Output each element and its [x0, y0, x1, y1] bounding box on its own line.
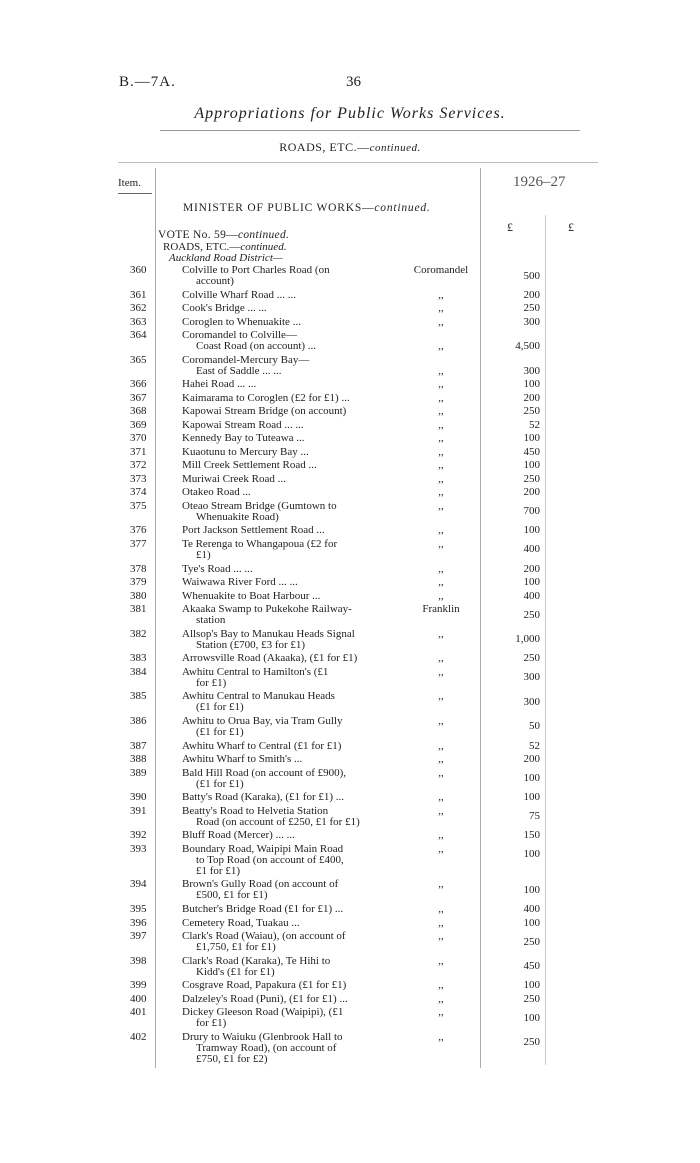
county-name: ,,	[438, 791, 444, 804]
county-name: ,,	[438, 459, 444, 472]
amount-value: 300	[523, 315, 540, 328]
item-number: 393	[130, 842, 147, 855]
description-line: station	[196, 614, 226, 626]
county-name: ,,	[438, 903, 444, 915]
description-line: Whenuakite to Boat Harbour ...	[182, 589, 321, 602]
county-name: ,,	[438, 829, 444, 842]
item-description	[182, 879, 398, 901]
item-description	[182, 653, 398, 664]
county-name: ,,	[438, 714, 444, 727]
item-number: 391	[130, 804, 147, 817]
amount-value: 250	[523, 405, 540, 418]
county-name: ,,	[438, 652, 444, 665]
county-name: ,,	[438, 405, 444, 418]
item-description	[182, 447, 398, 458]
item-number: 368	[130, 405, 147, 418]
amount-value: 100	[523, 524, 540, 537]
item-number: 383	[130, 652, 147, 665]
item-description	[182, 1032, 398, 1065]
item-description	[182, 330, 398, 352]
county-name: Coromandel	[413, 264, 469, 276]
description-line: Awhitu to Orua Bay, via Tram Gully	[182, 714, 343, 727]
item-description	[182, 904, 398, 915]
vote-heading: VOTE No. 59—continued.	[158, 229, 290, 241]
item-description	[182, 604, 398, 626]
district-heading: Auckland Road District—	[169, 252, 283, 264]
item-number: 373	[130, 472, 147, 485]
amount-value: 100	[523, 791, 540, 804]
amount-value: 250	[523, 935, 540, 948]
item-description	[182, 629, 398, 651]
description-line: Hahei Road ... ...	[182, 378, 257, 391]
item-description	[182, 691, 398, 713]
amount-value: 250	[523, 472, 540, 485]
item-column-divider	[155, 168, 156, 1068]
item-description	[182, 317, 398, 328]
description-line: Cook's Bridge ... ...	[182, 302, 267, 315]
item-number: 367	[130, 391, 147, 404]
county-name: ,,	[438, 739, 444, 752]
item-description	[182, 768, 398, 790]
item-number: 360	[130, 264, 147, 276]
item-number: 370	[130, 432, 147, 445]
county-name: ,,	[438, 804, 444, 817]
item-description	[182, 474, 398, 485]
county-name: ,,	[438, 842, 444, 855]
description-line: £500, £1 for £1)	[196, 889, 268, 902]
description-line: Awhitu Wharf to Central (£1 for £1)	[182, 739, 342, 752]
description-line: Kapowai Stream Bridge (on account)	[182, 405, 347, 418]
item-description	[182, 525, 398, 536]
amount-value: 100	[523, 432, 540, 445]
amount-value: 100	[523, 576, 540, 588]
item-description	[182, 487, 398, 498]
item-number: 401	[130, 1006, 147, 1019]
amount-value: 100	[523, 883, 540, 896]
amount-value: 250	[523, 652, 540, 665]
item-number: 402	[130, 1030, 147, 1043]
item-description	[182, 806, 398, 828]
county-name: ,,	[438, 690, 444, 703]
description-line: Cemetery Road, Tuakau ...	[182, 916, 300, 929]
description-line: Awhitu Central to Manukau Heads	[182, 690, 335, 703]
description-line: Bluff Road (Mercer) ... ...	[182, 829, 295, 842]
county-name: ,,	[438, 302, 444, 315]
description-line: Awhitu Central to Hamilton's (£1	[182, 665, 329, 678]
description-line: Coromandel-Mercury Bay—	[182, 353, 310, 366]
county-name: ,,	[438, 315, 444, 328]
item-number: 386	[130, 714, 147, 727]
amount-value: 1,000	[515, 633, 540, 646]
description-line: Waiwawa River Ford ... ...	[182, 576, 298, 588]
county-name: ,,	[438, 288, 444, 301]
item-column-header: Item.	[118, 177, 141, 189]
amount-value: 200	[523, 288, 540, 301]
description-line: Kidd's (£1 for £1)	[196, 965, 275, 978]
description-line: Mill Creek Settlement Road ...	[182, 459, 317, 472]
amount-value: 200	[523, 753, 540, 765]
amount-value: 200	[523, 562, 540, 575]
amount-value: 100	[523, 378, 540, 391]
description-line: Colville Wharf Road ... ...	[182, 288, 297, 301]
item-number: 390	[130, 791, 147, 804]
description-line: £1 for £1)	[196, 864, 240, 877]
item-number: 388	[130, 753, 147, 765]
description-line: (£1 for £1)	[196, 725, 244, 738]
minister-heading: MINISTER OF PUBLIC WORKS—continued.	[183, 202, 431, 214]
county-name: ,,	[438, 627, 444, 640]
county-name: ,,	[438, 878, 444, 891]
item-description	[182, 564, 398, 575]
item-number: 379	[130, 576, 147, 588]
description-line: for £1)	[196, 1017, 227, 1030]
description-line: Whenuakite Road)	[196, 510, 279, 523]
county-name: ,,	[438, 378, 444, 391]
item-description	[182, 433, 398, 444]
county-name: ,,	[438, 1030, 444, 1043]
description-line: Coroglen to Whenuakite ...	[182, 315, 301, 328]
item-description	[182, 754, 398, 765]
description-line: Clark's Road (Karaka), Te Hihi to	[182, 954, 331, 967]
item-description	[182, 501, 398, 523]
item-number: 380	[130, 589, 147, 602]
county-name: ,,	[438, 930, 444, 942]
description-line: Akaaka Swamp to Pukekohe Railway-	[182, 603, 352, 615]
amount-value: 52	[529, 739, 540, 752]
description-line: Beatty's Road to Helvetia Station	[182, 804, 329, 817]
description-line: £750, £1 for £2)	[196, 1052, 268, 1065]
description-line: Dickey Gleeson Road (Waipipi), (£1	[182, 1006, 344, 1019]
county-name: ,,	[438, 364, 444, 377]
item-number: 365	[130, 353, 147, 366]
amount-value: 400	[523, 903, 540, 915]
item-number: 392	[130, 829, 147, 842]
amount-value: 200	[523, 391, 540, 404]
amount-value: 100	[523, 1011, 540, 1024]
amount-value: 300	[523, 364, 540, 377]
item-description	[182, 406, 398, 417]
item-number: 372	[130, 459, 147, 472]
description-line: East of Saddle ... ...	[196, 364, 282, 377]
item-description	[182, 741, 398, 752]
amount-value: 450	[523, 960, 540, 973]
item-description	[182, 577, 398, 588]
item-number: 389	[130, 766, 147, 779]
description-line: Muriwai Creek Road ...	[182, 472, 286, 485]
item-description	[182, 393, 398, 404]
description-line: Road (on account of £250, £1 for £1)	[196, 815, 360, 828]
item-number: 363	[130, 315, 147, 328]
description-line: Otakeo Road ...	[182, 486, 251, 499]
county-name: ,,	[438, 753, 444, 765]
county-name: Franklin	[422, 603, 460, 615]
item-description	[182, 931, 398, 953]
description-line: Brown's Gully Road (on account of	[182, 878, 339, 891]
pound-sign-column-1: £	[507, 220, 513, 234]
item-number: 362	[130, 302, 147, 315]
description-line: Tye's Road ... ...	[182, 562, 253, 575]
county-name: ,,	[438, 589, 444, 602]
description-line: Bald Hill Road (on account of £900),	[182, 766, 347, 779]
amount-value: 150	[523, 829, 540, 842]
item-description	[182, 1007, 398, 1029]
county-name: ,,	[438, 665, 444, 678]
county-name: ,,	[438, 562, 444, 575]
item-description	[182, 792, 398, 803]
amount-value: 100	[523, 848, 540, 861]
item-description	[182, 716, 398, 738]
item-number: 378	[130, 562, 147, 575]
item-number: 376	[130, 524, 147, 537]
county-name: ,,	[438, 1006, 444, 1019]
item-description	[182, 980, 398, 991]
description-line: Dalzeley's Road (Puni), (£1 for £1) ...	[182, 992, 348, 1005]
amount-value: 300	[523, 671, 540, 684]
item-description	[182, 303, 398, 314]
description-line: Butcher's Bridge Road (£1 for £1) ...	[182, 903, 344, 915]
amount-value: 75	[529, 810, 540, 823]
county-name: ,,	[438, 916, 444, 929]
amount-value: 250	[523, 992, 540, 1005]
county-name: ,,	[438, 391, 444, 404]
county-name: ,,	[438, 992, 444, 1005]
description-line: Port Jackson Settlement Road ...	[182, 524, 325, 537]
amount-value: 250	[523, 608, 540, 621]
item-number: 395	[130, 903, 147, 915]
description-line: Drury to Waiuku (Glenbrook Hall to	[182, 1030, 343, 1043]
item-description	[182, 667, 398, 689]
amount-value: 250	[523, 302, 540, 315]
roads-heading: ROADS, ETC.—continued.	[163, 241, 287, 253]
item-underline	[118, 193, 152, 194]
item-description	[182, 918, 398, 929]
county-name: ,,	[438, 445, 444, 458]
item-number: 399	[130, 979, 147, 992]
item-number: 361	[130, 288, 147, 301]
item-number: 371	[130, 445, 147, 458]
description-line: Kuaotunu to Mercury Bay ...	[182, 445, 309, 458]
description-line: Allsop's Bay to Manukau Heads Signal	[182, 627, 355, 640]
item-description	[182, 355, 398, 377]
description-line: Cosgrave Road, Papakura (£1 for £1)	[182, 979, 347, 992]
amount-value: 52	[529, 418, 540, 431]
description-line: Coromandel to Colville—	[182, 329, 297, 342]
amount-value: 50	[529, 720, 540, 733]
item-number: 369	[130, 418, 147, 431]
item-number: 394	[130, 878, 147, 891]
amount-value: 500	[523, 269, 540, 282]
document-reference: B.—7A.	[119, 74, 176, 90]
item-number: 374	[130, 486, 147, 499]
county-name: ,,	[438, 499, 444, 512]
item-number: 377	[130, 537, 147, 550]
amount-value: 400	[523, 543, 540, 556]
pound-sign-column-2: £	[568, 220, 574, 234]
item-description	[182, 265, 398, 287]
amount-value: 100	[523, 772, 540, 785]
item-number: 366	[130, 378, 147, 391]
county-name: ,,	[438, 472, 444, 485]
description-line: Kapowai Stream Road ... ...	[182, 418, 304, 431]
amount-value: 100	[523, 459, 540, 472]
description-line: Colville to Port Charles Road (on	[182, 264, 330, 276]
description-line: Boundary Road, Waipipi Main Road	[182, 842, 344, 855]
item-description	[182, 844, 398, 877]
description-line: (£1 for £1)	[196, 777, 244, 790]
amount-value: 4,500	[515, 340, 540, 353]
page-title: Appropriations for Public Works Services.	[194, 105, 506, 122]
amount-value: 400	[523, 589, 540, 602]
item-description	[182, 539, 398, 561]
year-column-header: 1926–27	[513, 174, 566, 190]
item-description	[182, 956, 398, 978]
county-name: ,,	[438, 340, 444, 353]
item-number: 381	[130, 603, 147, 615]
item-description	[182, 994, 398, 1005]
description-line: Awhitu Wharf to Smith's ...	[182, 753, 303, 765]
item-description	[182, 290, 398, 301]
amount-value: 700	[523, 505, 540, 518]
description-line: to Top Road (on account of £400,	[196, 853, 344, 866]
county-name: ,,	[438, 524, 444, 537]
header-rule	[118, 162, 598, 163]
description-line: Oteao Stream Bridge (Gumtown to	[182, 499, 337, 512]
county-name: ,,	[438, 537, 444, 550]
item-description	[182, 379, 398, 390]
description-line: Clark's Road (Waiau), (on account of	[182, 930, 346, 942]
item-number: 398	[130, 954, 147, 967]
description-line: £1,750, £1 for £1)	[196, 941, 276, 953]
amount-value: 300	[523, 695, 540, 708]
county-name: ,,	[438, 979, 444, 992]
description-line: Te Rerenga to Whangapoua (£2 for	[182, 537, 338, 550]
page-number: 36	[346, 74, 361, 90]
county-name: ,,	[438, 576, 444, 588]
amount-value: 200	[523, 486, 540, 499]
description-line: for £1)	[196, 676, 227, 689]
title-rule	[160, 130, 580, 131]
item-number: 397	[130, 930, 147, 942]
county-name: ,,	[438, 954, 444, 967]
item-description	[182, 830, 398, 841]
item-number: 385	[130, 690, 147, 703]
description-line: Station (£700, £3 for £1)	[196, 638, 306, 651]
item-description	[182, 420, 398, 431]
item-number: 384	[130, 665, 147, 678]
description-line: account)	[196, 275, 234, 287]
description-line: Kaimarama to Coroglen (£2 for £1) ...	[182, 391, 350, 404]
description-line: Tramway Road), (on account of	[196, 1041, 337, 1054]
item-number: 387	[130, 739, 147, 752]
description-line: (£1 for £1)	[196, 701, 244, 714]
section-subtitle: ROADS, ETC.—continued.	[279, 140, 421, 154]
county-name: ,,	[438, 766, 444, 779]
amount-value: 100	[523, 916, 540, 929]
item-number: 375	[130, 499, 147, 512]
item-number: 382	[130, 627, 147, 640]
item-number: 396	[130, 916, 147, 929]
description-line: Kennedy Bay to Tuteawa ...	[182, 432, 305, 445]
county-name: ,,	[438, 486, 444, 499]
total-column-divider	[545, 215, 546, 1065]
description-line: Coast Road (on account) ...	[196, 340, 317, 353]
amount-value: 450	[523, 445, 540, 458]
item-description	[182, 591, 398, 602]
county-name: ,,	[438, 418, 444, 431]
item-description	[182, 460, 398, 471]
amount-value: 250	[523, 1036, 540, 1049]
amount-value: 100	[523, 979, 540, 992]
description-line: Batty's Road (Karaka), (£1 for £1) ...	[182, 791, 345, 804]
county-name: ,,	[438, 432, 444, 445]
item-number: 364	[130, 329, 147, 342]
description-line: £1)	[196, 548, 211, 561]
description-line: Arrowsville Road (Akaaka), (£1 for £1)	[182, 652, 358, 665]
item-number: 400	[130, 992, 147, 1005]
